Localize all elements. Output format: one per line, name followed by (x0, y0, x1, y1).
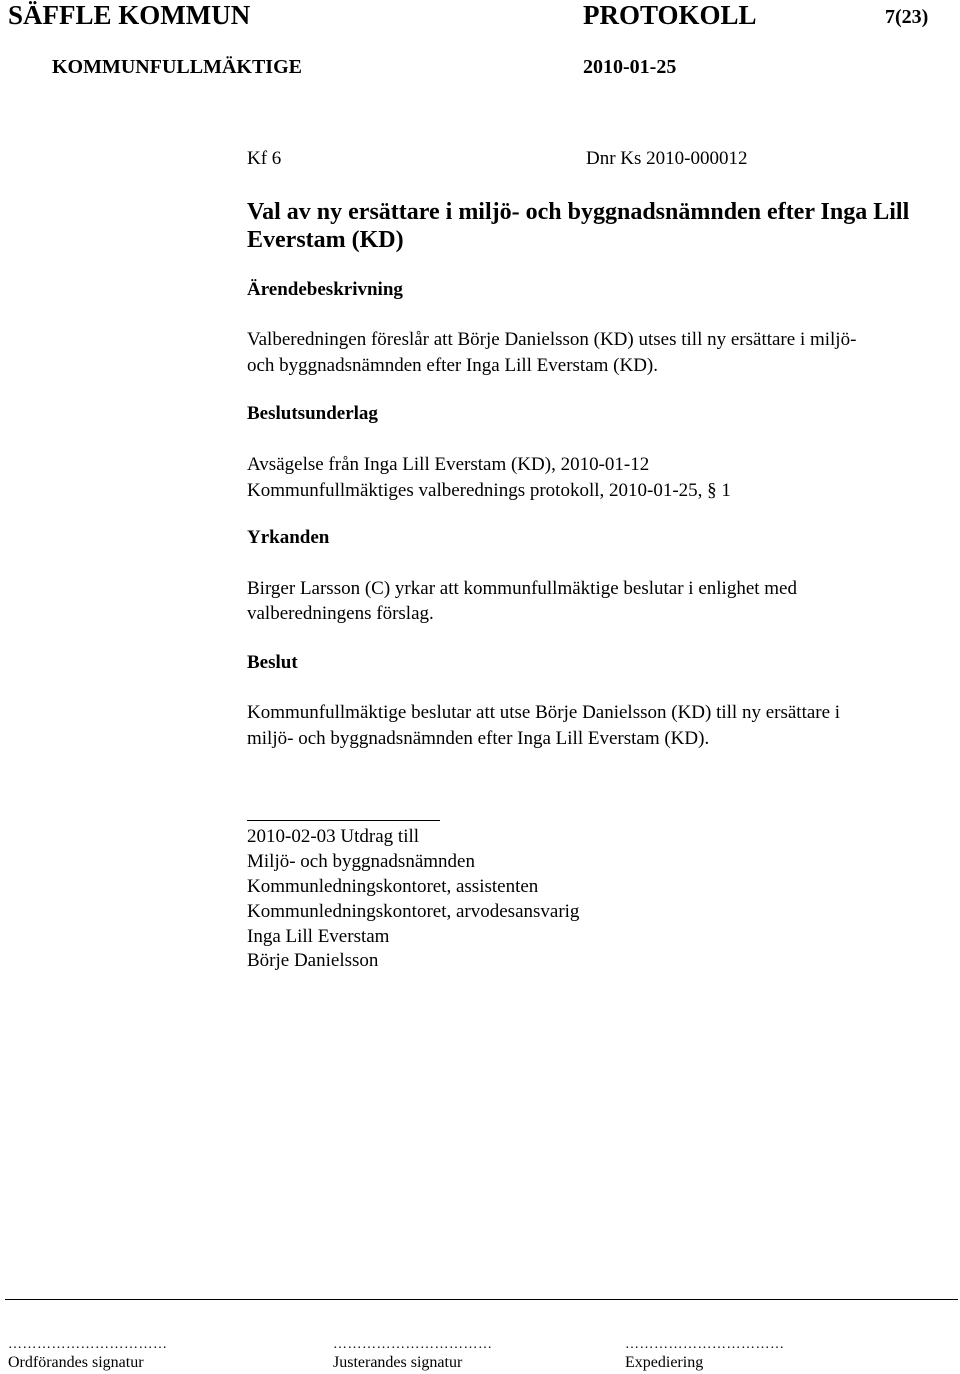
distribution-line-4: Kommunledningskontoret, arvodesansvarig (247, 901, 580, 922)
section-heading-yrkanden: Yrkanden (247, 527, 330, 548)
distribution-line-6: Börje Danielsson (247, 950, 379, 971)
signature-label-chair: Ordförandes signatur (8, 1354, 144, 1371)
case-title-line-1: Val av ny ersättare i miljö- och byggnadsnämnden efter Inga Lill (247, 199, 910, 225)
signature-dots-adjuster: …………………………… (333, 1337, 493, 1352)
beslut-line-2: miljö- och byggnadsnämnden efter Inga Lill Everstam (KD). (247, 728, 710, 749)
section-heading-beslutsunderlag: Beslutsunderlag (247, 403, 378, 424)
yrkanden-line-1: Birger Larsson (C) yrkar att kommunfullmäktige beslutar i enlighet med (247, 578, 797, 599)
municipality-name: SÄFFLE KOMMUN (8, 0, 251, 30)
section-heading-arendebeskrivning: Ärendebeskrivning (247, 279, 403, 300)
meeting-date: 2010-01-25 (583, 56, 677, 78)
arende-text-line-1: Valberedningen föreslår att Börje Danielsson (KD) utses till ny ersättare i miljö- (247, 329, 857, 350)
signature-dots-chair: …………………………… (8, 1337, 168, 1352)
diary-number: Dnr Ks 2010-000012 (586, 148, 748, 169)
beslut-line-1: Kommunfullmäktige beslutar att utse Börje Danielsson (KD) till ny ersättare i (247, 702, 841, 723)
signature-label-dispatch: Expediering (625, 1354, 704, 1371)
signature-label-adjuster: Justerandes signatur (333, 1354, 463, 1371)
case-title-line-2: Everstam (KD) (247, 227, 404, 253)
underlag-line-2: Kommunfullmäktiges valberednings protokoll, 2010-01-25, § 1 (247, 480, 731, 501)
body-name: KOMMUNFULLMÄKTIGE (52, 56, 302, 78)
document-type: PROTOKOLL (583, 0, 757, 30)
underlag-line-1: Avsägelse från Inga Lill Everstam (KD), 2010-01-12 (247, 454, 650, 475)
paragraph-number: Kf 6 (247, 148, 282, 169)
section-heading-beslut: Beslut (247, 652, 298, 673)
yrkanden-line-2: valberedningens förslag. (247, 603, 434, 624)
distribution-line-1: 2010-02-03 Utdrag till (247, 826, 420, 847)
signature-dots-dispatch: …………………………… (625, 1337, 785, 1352)
footer-rule (5, 1299, 958, 1300)
distribution-line-2: Miljö- och byggnadsnämnden (247, 851, 475, 872)
distribution-line-5: Inga Lill Everstam (247, 926, 390, 947)
page-number: 7(23) (885, 6, 929, 28)
distribution-line-3: Kommunledningskontoret, assistenten (247, 876, 539, 897)
arende-text-line-2: och byggnadsnämnden efter Inga Lill Everstam (KD). (247, 355, 659, 376)
distribution-separator (247, 820, 440, 821)
